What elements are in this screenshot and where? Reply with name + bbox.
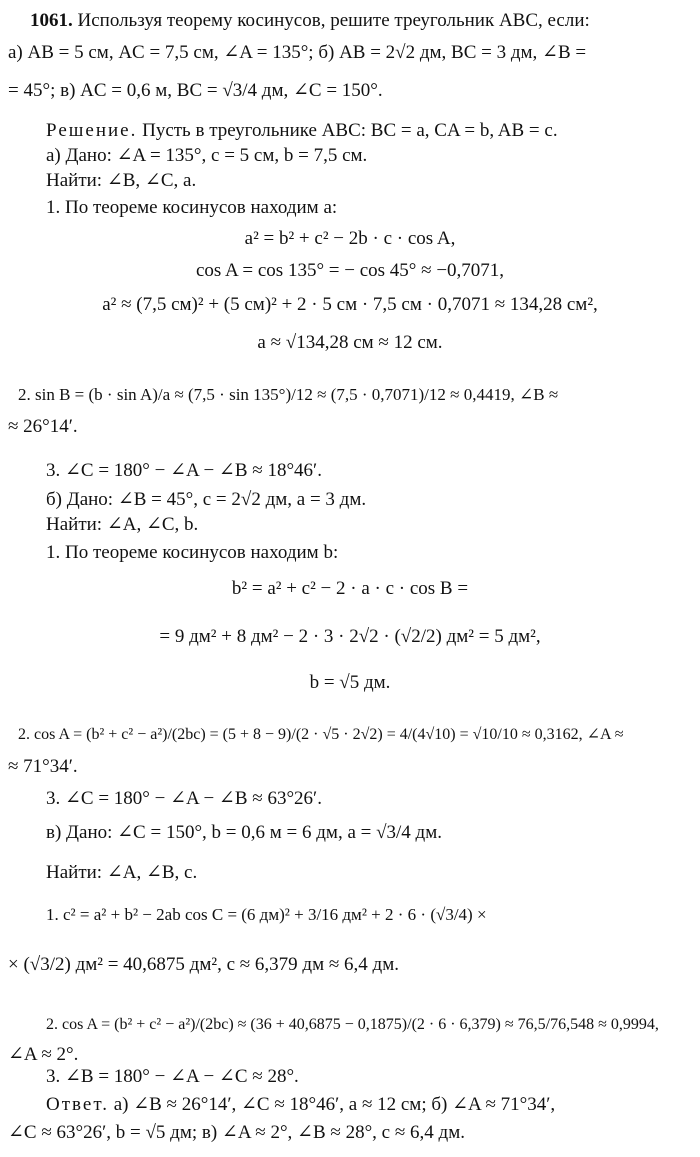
part-a-formula-3: a² ≈ (7,5 см)² + (5 см)² + 2 · 5 см · 7,5 см · 0,7071 ≈ 134,28 см²,	[102, 294, 598, 315]
solution-label: Решение.	[46, 120, 138, 141]
answer-text-1: а) ∠B ≈ 26°14′, ∠C ≈ 18°46′, a ≈ 12 см; б) ∠A ≈ 71°34′,	[113, 1094, 556, 1115]
part-a-find: Найти: ∠B, ∠C, a.	[46, 170, 197, 191]
part-c-step-1-cont: × (√3/2) дм² = 40,6875 дм², c ≈ 6,379 дм ≈ 6,4 дм.	[8, 954, 399, 975]
part-b-step-2: 2. cos A = (b² + c² − a²)/(2bc) = (5 + 8 − 9)/(2 · √5 · 2√2) = 4/(4√10) = √10/10 ≈ 0,3162, ∠A ≈	[18, 726, 624, 743]
answer-line-2: ∠C ≈ 63°26′, b = √5 дм; в) ∠A ≈ 2°, ∠B ≈ 28°, c ≈ 6,4 дм.	[8, 1122, 465, 1143]
part-a-formula-4: a ≈ √134,28 см ≈ 12 см.	[257, 332, 443, 353]
problem-line-3: = 45°; в) AC = 0,6 м, BC = √3/4 дм, ∠C = 150°.	[8, 80, 383, 101]
part-a-step-2-cont: ≈ 26°14′.	[8, 416, 78, 437]
part-a-step-3: 3. ∠C = 180° − ∠A − ∠B ≈ 18°46′.	[46, 460, 322, 481]
part-c-find: Найти: ∠A, ∠B, c.	[46, 862, 198, 883]
part-b-step-3: 3. ∠C = 180° − ∠A − ∠B ≈ 63°26′.	[46, 788, 322, 809]
part-a-step-1: 1. По теореме косинусов находим a:	[46, 197, 338, 218]
problem-line-1	[30, 6, 700, 36]
part-c-step-3: 3. ∠B = 180° − ∠A − ∠C ≈ 28°.	[46, 1066, 299, 1087]
part-a-step-2: 2. sin B = (b · sin A)/a ≈ (7,5 · sin 135°)/12 ≈ (7,5 · 0,7071)/12 ≈ 0,4419, ∠B ≈	[18, 385, 559, 404]
part-c-step-2: 2. cos A = (b² + c² − a²)/(2bc) ≈ (36 + 40,6875 − 0,1875)/(2 · 6 · 6,379) ≈ 76,5/76,548 ≈ 0,9994,	[46, 1016, 659, 1033]
part-b-formula-1: b² = a² + c² − 2 · a · c · cos B =	[231, 578, 469, 599]
part-a-given: а) Дано: ∠A = 135°, c = 5 см, b = 7,5 см.	[46, 145, 368, 166]
part-b-formula-3: b = √5 дм.	[309, 672, 391, 693]
part-c-step-1: 1. c² = a² + b² − 2ab cos C = (6 дм)² + 3/16 дм² + 2 · 6 · (√3/4) ×	[46, 905, 487, 924]
part-a-formula-1: a² = b² + c² − 2b · c · cos A,	[244, 228, 456, 249]
part-b-step-2-cont: ≈ 71°34′.	[8, 756, 78, 777]
answer-line-1	[46, 1090, 700, 1120]
problem-text-1: Используя теорему косинусов, решите треугольник ABC, если:	[77, 10, 590, 31]
part-c-step-2-cont: ∠A ≈ 2°.	[8, 1044, 79, 1065]
part-c-given: в) Дано: ∠C = 150°, b = 0,6 м = 6 дм, a = √3/4 дм.	[46, 822, 442, 843]
problem-number: 1061.	[30, 10, 73, 31]
part-b-find: Найти: ∠A, ∠C, b.	[46, 514, 199, 535]
solution-intro-text: Пусть в треугольнике ABC: BC = a, CA = b, AB = c.	[142, 120, 558, 141]
part-b-step-1: 1. По теореме косинусов находим b:	[46, 542, 339, 563]
part-b-given: б) Дано: ∠B = 45°, c = 2√2 дм, a = 3 дм.	[46, 489, 367, 510]
problem-line-2: а) AB = 5 см, AC = 7,5 см, ∠A = 135°; б) AB = 2√2 дм, BC = 3 дм, ∠B =	[8, 42, 587, 63]
part-a-formula-2: cos A = cos 135° = − cos 45° ≈ −0,7071,	[195, 260, 505, 281]
part-b-formula-2: = 9 дм² + 8 дм² − 2 · 3 · 2√2 · (√2/2) дм² = 5 дм²,	[159, 626, 541, 647]
answer-label: Ответ.	[46, 1094, 109, 1115]
